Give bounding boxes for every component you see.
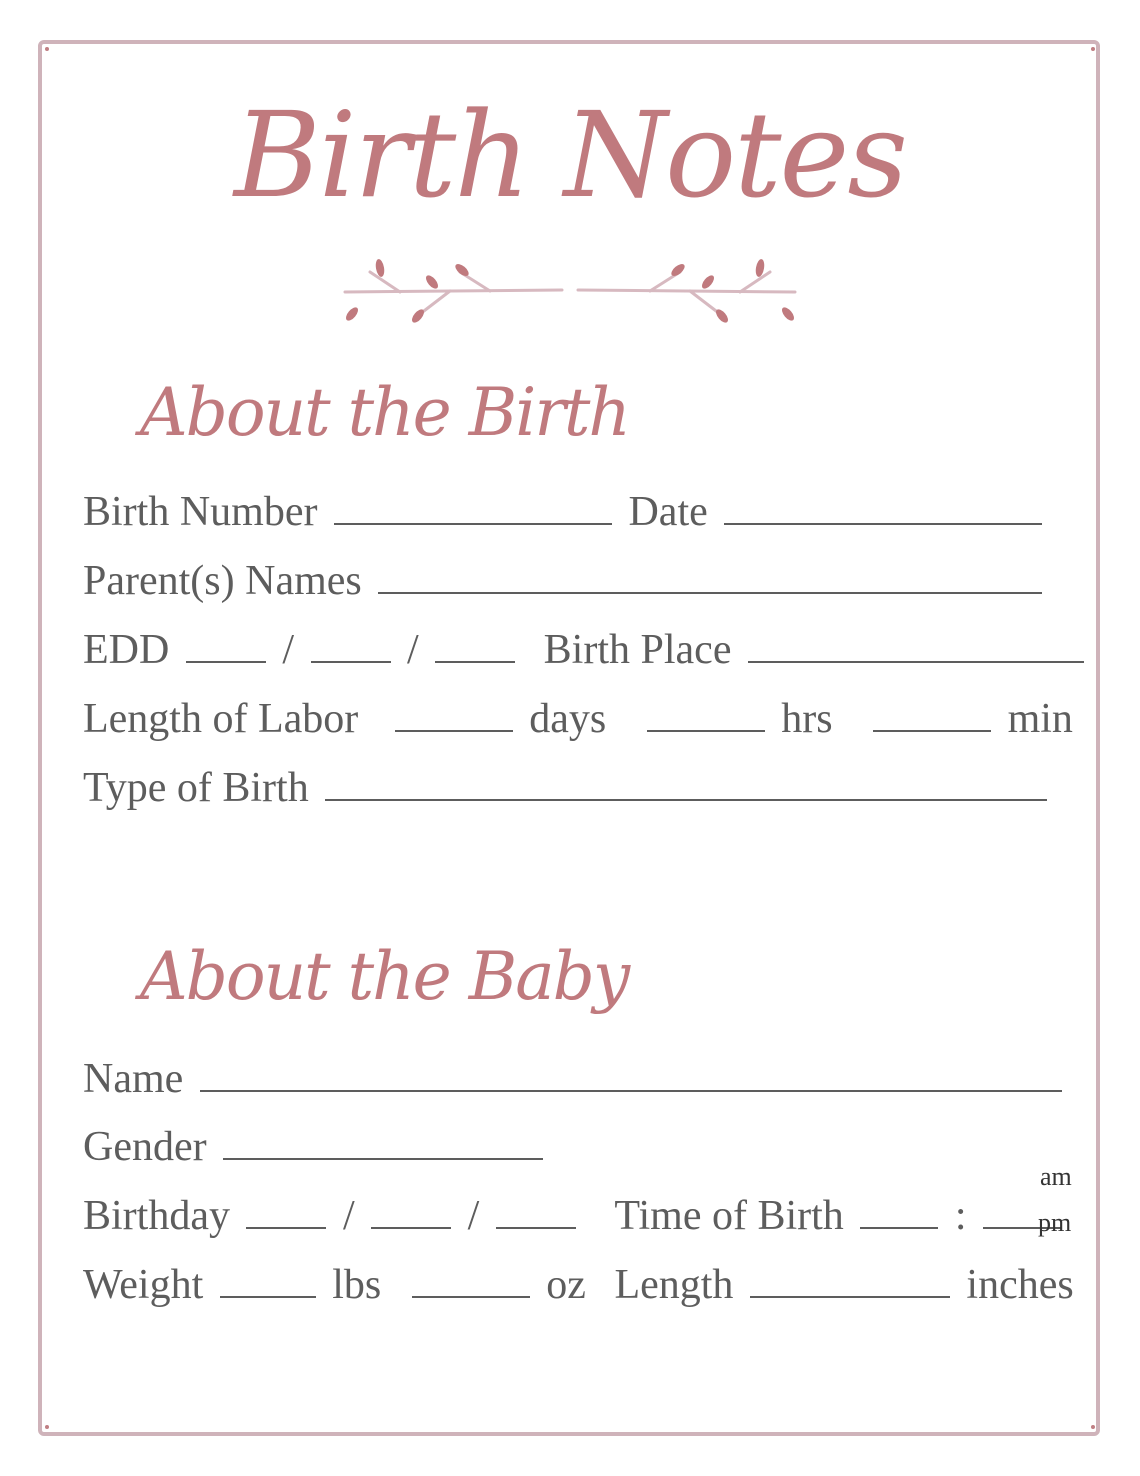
edd-month-field[interactable] [186,627,266,663]
name-field[interactable] [200,1056,1062,1092]
row-edd [83,626,1090,674]
days-label: days [529,696,607,742]
edd-slash-2: / [407,627,419,673]
birth-place-label: Birth Place [543,627,732,673]
date-label: Date [628,489,708,535]
edd-label: EDD [83,627,170,673]
page-title: Birth Notes [234,86,906,224]
birthday-year-field[interactable] [496,1193,576,1229]
birth-number-label: Birth Number [83,489,318,535]
min-label: min [1007,696,1073,742]
hrs-label: hrs [781,696,833,742]
row-gender [83,1123,549,1171]
labor-min-field[interactable] [873,696,991,732]
gender-field[interactable] [223,1124,543,1160]
labor-label: Length of Labor [83,696,359,742]
birthday-label: Birthday [83,1193,230,1239]
corner-dot-br [1091,1425,1095,1429]
corner-dot-bl [45,1425,49,1429]
sprig-divider-icon [340,252,800,324]
time-hour-field[interactable] [860,1193,938,1229]
time-colon: : [954,1193,967,1239]
length-label: Length [614,1262,734,1308]
edd-year-field[interactable] [435,627,515,663]
time-of-birth-label: Time of Birth [614,1193,844,1239]
corner-dot-tl [45,47,49,51]
row-name [83,1055,1068,1103]
length-field[interactable] [750,1262,950,1298]
row-birth-number [83,488,1048,536]
labor-hrs-field[interactable] [647,696,765,732]
birth-number-field[interactable] [334,489,612,525]
edd-day-field[interactable] [311,627,391,663]
birthday-day-field[interactable] [371,1193,451,1229]
birthday-slash-1: / [342,1193,355,1239]
row-labor [83,695,1073,743]
section-heading-baby: About the Baby [140,938,629,1015]
lbs-label: lbs [332,1262,382,1308]
pm-option[interactable]: pm [1038,1208,1072,1237]
corner-dot-tr [1091,47,1095,51]
name-label: Name [83,1056,184,1102]
weight-oz-field[interactable] [412,1262,530,1298]
inches-label: inches [966,1262,1074,1308]
type-field[interactable] [325,765,1047,801]
birth-place-field[interactable] [748,627,1084,663]
birthday-slash-2: / [467,1193,480,1239]
parents-field[interactable] [378,558,1042,594]
parents-label: Parent(s) Names [83,558,362,604]
weight-lbs-field[interactable] [220,1262,316,1298]
weight-label: Weight [83,1262,204,1308]
section-heading-birth: About the Birth [140,374,629,451]
edd-slash-1: / [282,627,294,673]
row-weight [83,1261,1074,1309]
gender-label: Gender [83,1124,207,1170]
labor-days-field[interactable] [395,696,513,732]
type-label: Type of Birth [83,765,309,811]
row-type [83,764,1053,812]
am-option[interactable]: am [1040,1162,1072,1191]
date-field[interactable] [724,489,1042,525]
row-parents [83,557,1048,605]
birthday-month-field[interactable] [246,1193,326,1229]
oz-label: oz [546,1262,586,1308]
row-birthday [83,1192,1067,1240]
